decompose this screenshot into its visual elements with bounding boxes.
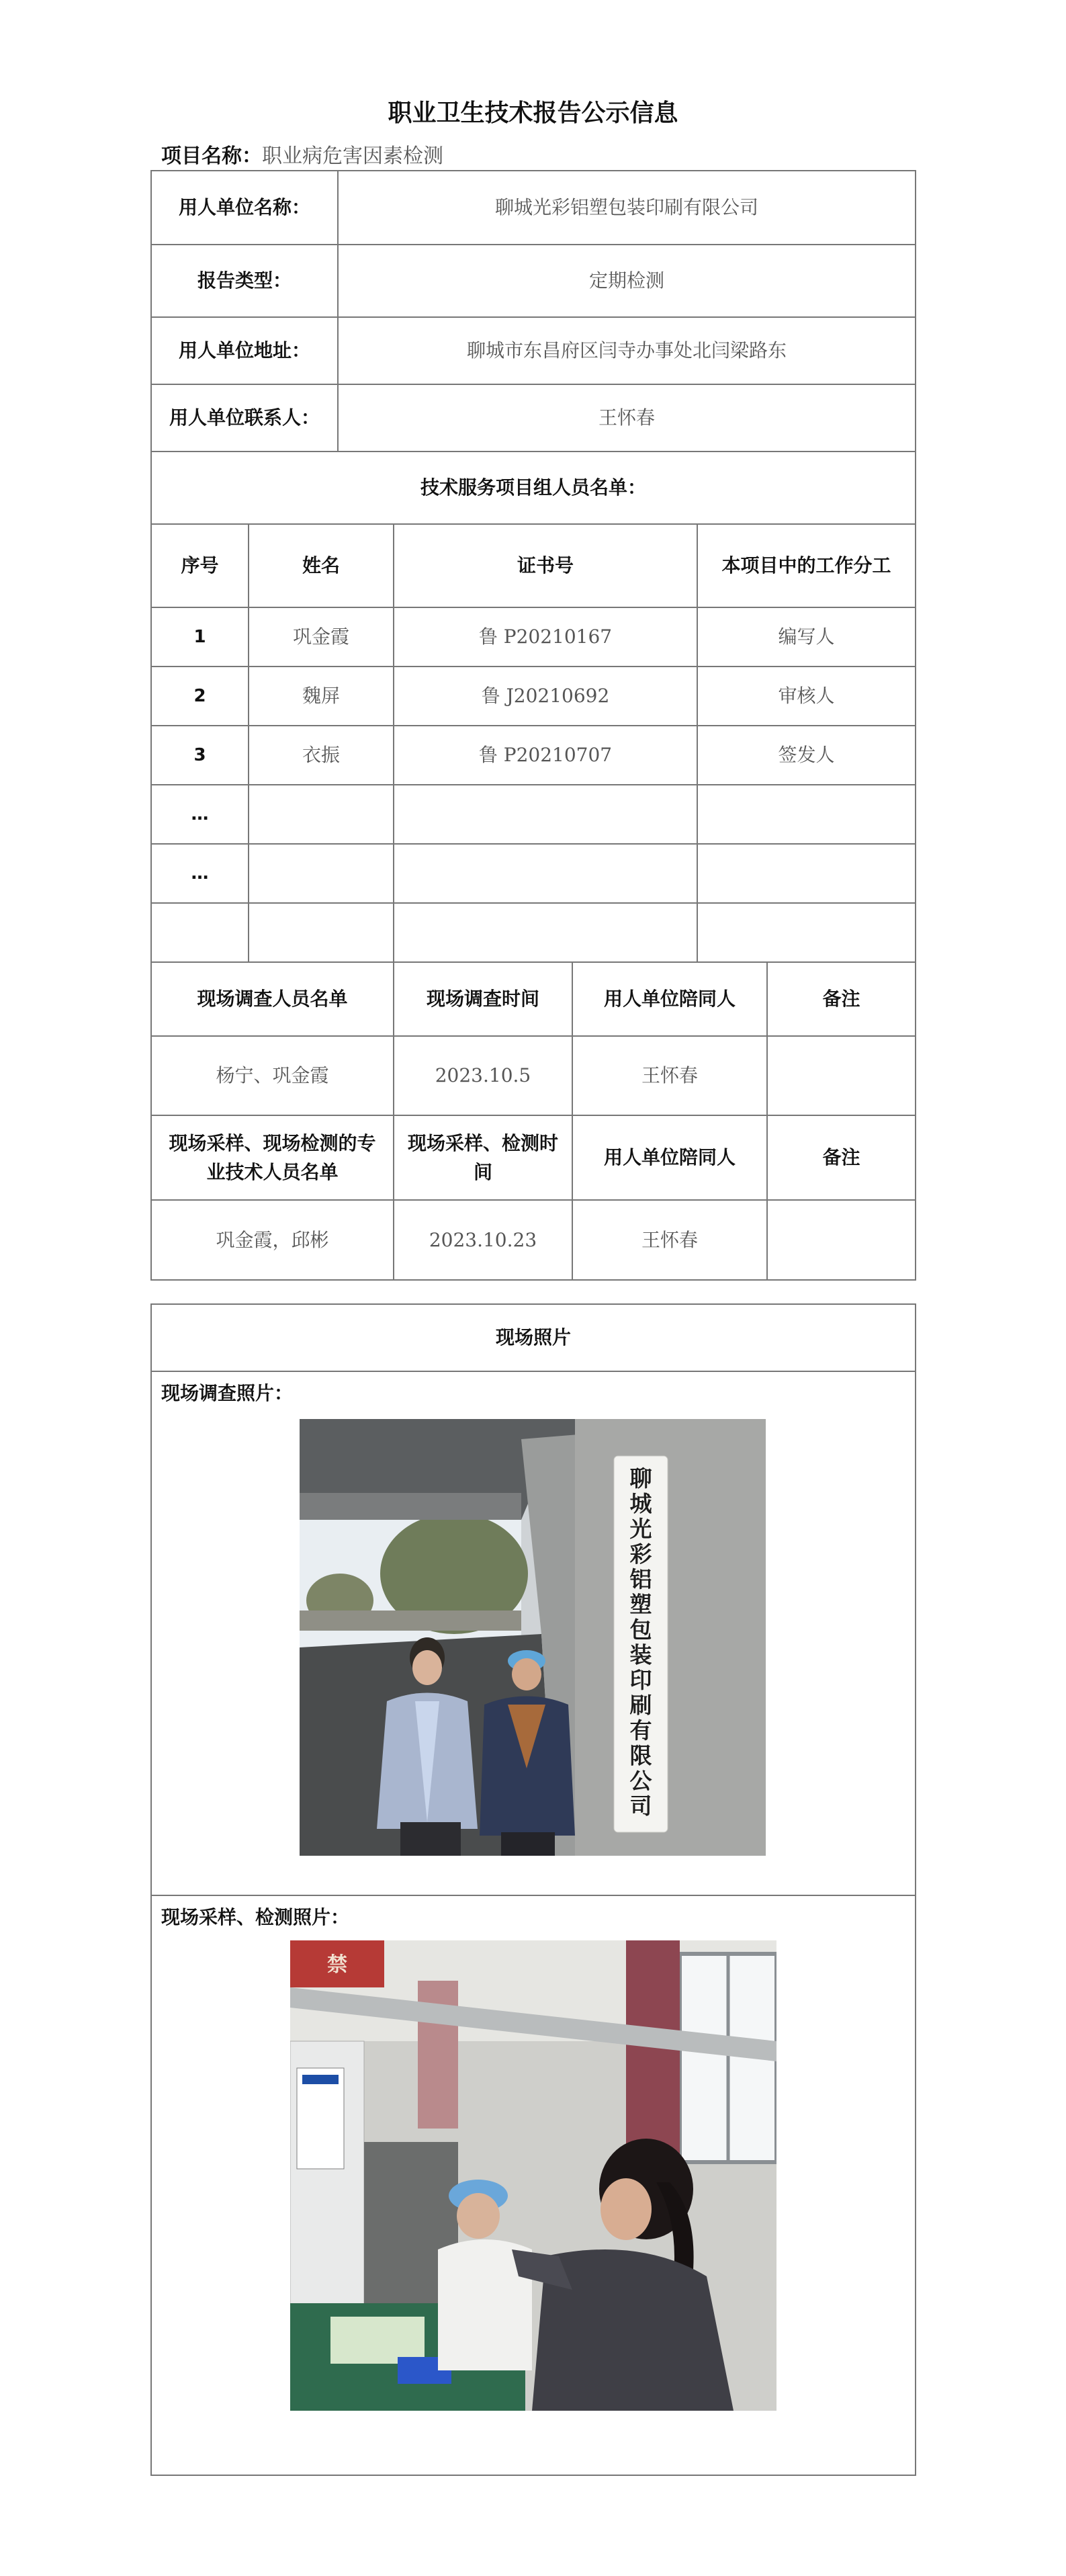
survey-remark-value bbox=[766, 1037, 915, 1115]
row-role: 签发人 bbox=[697, 726, 915, 784]
row-cert bbox=[393, 845, 697, 902]
team-header-row bbox=[152, 523, 915, 607]
row-no bbox=[152, 904, 248, 961]
row-cert bbox=[393, 904, 697, 961]
row-no: … bbox=[191, 863, 209, 884]
report-type-label: 报告类型： bbox=[197, 269, 292, 292]
photos-table bbox=[150, 1303, 916, 2476]
row-no: 2 bbox=[193, 685, 206, 706]
employer-label: 用人单位名称： bbox=[178, 196, 310, 219]
survey-photo bbox=[300, 1419, 766, 1856]
survey-escort-value: 王怀春 bbox=[572, 1037, 766, 1115]
row-no: 1 bbox=[193, 626, 206, 647]
page-title: 职业卫生技术报告公示信息 bbox=[388, 99, 678, 127]
sampling-photo-row bbox=[152, 1895, 915, 2475]
sampling-escort-header: 用人单位陪同人 bbox=[572, 1116, 766, 1199]
project-name bbox=[161, 139, 443, 169]
report-table bbox=[150, 170, 916, 1281]
sampling-photo bbox=[290, 1940, 776, 2411]
sampling-escort-value: 王怀春 bbox=[572, 1201, 766, 1279]
employer-value: 聊城光彩铝塑包装印刷有限公司 bbox=[337, 171, 915, 244]
sampling-time-value: 2023.10.23 bbox=[393, 1201, 572, 1279]
col-role: 本项目中的工作分工 bbox=[697, 525, 915, 607]
row-role: 审核人 bbox=[697, 667, 915, 725]
project-name-value: 职业病危害因素检测 bbox=[262, 144, 443, 168]
sampling-header-row bbox=[152, 1115, 915, 1199]
sign-char: 彩 bbox=[629, 1541, 652, 1568]
sign-char: 铝 bbox=[629, 1566, 652, 1592]
col-no: 序号 bbox=[181, 554, 219, 577]
employer-row bbox=[152, 171, 915, 244]
sampling-time-header: 现场采样、检测时间 bbox=[393, 1116, 572, 1199]
row-name bbox=[248, 785, 393, 843]
sign-char: 刷 bbox=[629, 1692, 652, 1719]
team-heading: 技术服务项目组人员名单： bbox=[420, 476, 646, 499]
address-row bbox=[152, 316, 915, 384]
table-row bbox=[152, 784, 915, 843]
sign-char: 限 bbox=[629, 1742, 652, 1769]
sign-char: 司 bbox=[629, 1793, 652, 1819]
address-label: 用人单位地址： bbox=[178, 339, 310, 362]
row-cert bbox=[393, 785, 697, 843]
sign-char: 城 bbox=[629, 1490, 652, 1517]
contact-row bbox=[152, 384, 915, 451]
row-no: 3 bbox=[193, 744, 206, 765]
sign-char: 有 bbox=[629, 1717, 652, 1744]
row-cert: 鲁 J20210692 bbox=[393, 667, 697, 725]
sign-char: 包 bbox=[629, 1617, 652, 1643]
survey-staff-header: 现场调查人员名单 bbox=[197, 988, 348, 1011]
survey-staff-value: 杨宁、巩金霞 bbox=[216, 1064, 329, 1087]
row-name: 衣振 bbox=[248, 726, 393, 784]
row-role bbox=[697, 904, 915, 961]
sampling-staff-value: 巩金霞，邱彬 bbox=[216, 1228, 329, 1251]
survey-photo-caption: 现场调查照片： bbox=[161, 1382, 294, 1404]
survey-header-row bbox=[152, 961, 915, 1035]
sign-char: 装 bbox=[629, 1641, 652, 1668]
photos-heading-row bbox=[152, 1305, 915, 1371]
row-no: … bbox=[191, 804, 209, 824]
row-name: 巩金霞 bbox=[248, 608, 393, 666]
row-role bbox=[697, 845, 915, 902]
row-cert: 鲁 P20210167 bbox=[393, 608, 697, 666]
table-row bbox=[152, 902, 915, 961]
table-row bbox=[152, 843, 915, 902]
col-cert: 证书号 bbox=[393, 525, 697, 607]
sampling-remark-header: 备注 bbox=[766, 1116, 915, 1199]
address-value: 聊城市东昌府区闫寺办事处北闫梁路东 bbox=[337, 318, 915, 384]
row-name bbox=[248, 845, 393, 902]
sampling-staff-header: 现场采样、现场检测的专业技术人员名单 bbox=[169, 1131, 376, 1183]
sign-text bbox=[630, 1465, 652, 1819]
contact-label: 用人单位联系人： bbox=[169, 406, 320, 429]
photos-heading: 现场照片 bbox=[495, 1326, 571, 1349]
survey-photo-row bbox=[152, 1371, 915, 1895]
sampling-photo-caption: 现场采样、检测照片： bbox=[161, 1906, 350, 1928]
sign-char: 光 bbox=[629, 1516, 652, 1542]
project-name-label: 项目名称： bbox=[161, 144, 262, 168]
report-type-value: 定期检测 bbox=[337, 245, 915, 316]
sampling-value-row bbox=[152, 1199, 915, 1279]
sign-char: 公 bbox=[629, 1768, 652, 1794]
survey-time-value: 2023.10.5 bbox=[393, 1037, 572, 1115]
team-heading-row bbox=[152, 451, 915, 523]
banner-text: 禁 bbox=[327, 1953, 347, 1977]
survey-escort-header: 用人单位陪同人 bbox=[572, 963, 766, 1035]
sign-char: 聊 bbox=[629, 1465, 652, 1492]
row-role: 编写人 bbox=[697, 608, 915, 666]
table-row bbox=[152, 666, 915, 725]
contact-value: 王怀春 bbox=[337, 385, 915, 451]
sampling-remark-value bbox=[766, 1201, 915, 1279]
row-name bbox=[248, 904, 393, 961]
row-name: 魏屏 bbox=[248, 667, 393, 725]
sign-char: 印 bbox=[629, 1667, 652, 1693]
sampling-photo-image bbox=[290, 1940, 776, 2411]
survey-remark-header: 备注 bbox=[766, 963, 915, 1035]
report-type-row bbox=[152, 244, 915, 316]
survey-time-header: 现场调查时间 bbox=[393, 963, 572, 1035]
table-row bbox=[152, 607, 915, 666]
sign-char: 塑 bbox=[629, 1591, 652, 1618]
col-name: 姓名 bbox=[248, 525, 393, 607]
row-role bbox=[697, 785, 915, 843]
survey-value-row bbox=[152, 1035, 915, 1115]
table-row bbox=[152, 725, 915, 784]
row-cert: 鲁 P20210707 bbox=[393, 726, 697, 784]
survey-photo-image bbox=[300, 1419, 766, 1856]
